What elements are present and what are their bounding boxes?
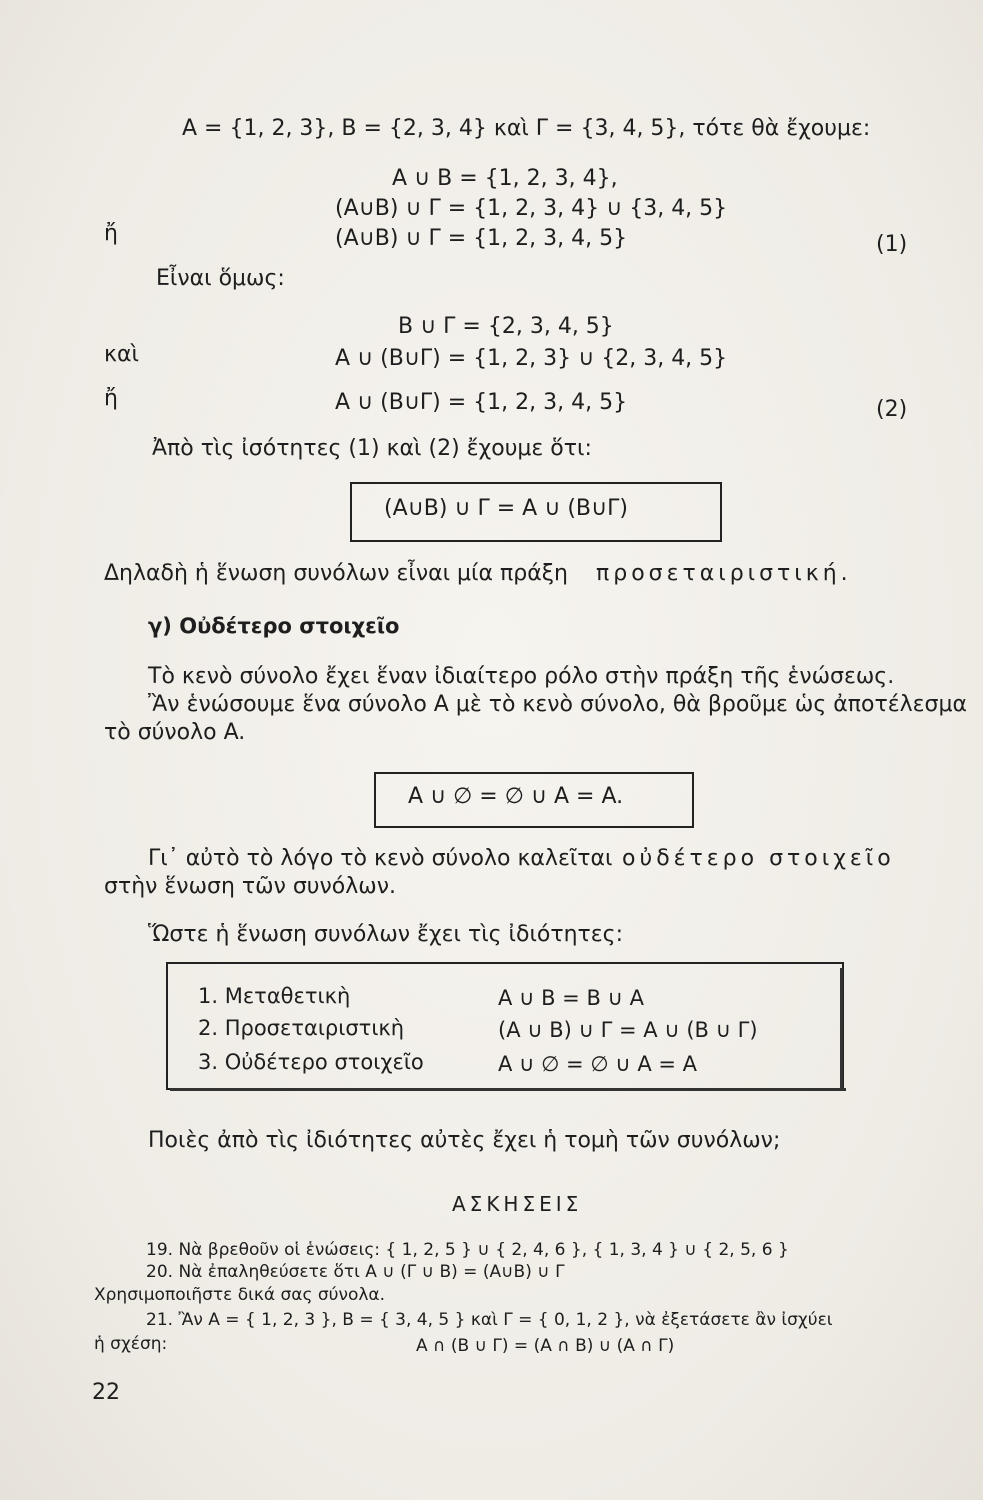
neutral-paragraph-2b: τὸ σύνολο A. [104,720,246,745]
exercise-21-relation: A ∩ (B ∪ Γ) = (A ∩ B) ∪ (A ∩ Γ) [416,1336,675,1356]
word-and: καὶ [104,342,139,367]
equation-union-ab: A ∪ B = {1, 2, 3, 4}, [392,166,618,191]
equation-tag-2: (2) [876,397,908,422]
neutral-paragraph-1: Τὸ κενὸ σύνολο ἔχει ἕναν ἰδιαίτερο ρόλο στὴν πράξη τῆς ἑνώσεως. [148,664,895,689]
from-equalities-text: Ἀπὸ τὶς ἰσότητες (1) καὶ (2) ἔχουμε ὅτι: [152,436,592,461]
page-number: 22 [92,1380,120,1405]
associative-term: προσεταιριστική. [596,561,852,586]
equation-tag-1: (1) [876,232,908,257]
neutral-paragraph-3a: Γι᾿ αὐτὸ τὸ λόγο τὸ κενὸ σύνολο καλεῖται [148,846,613,871]
exercise-20: 20. Νὰ ἐπαληθεύσετε ὅτι A ∪ (Γ ∪ B) = (A∪B) ∪ Γ [146,1262,565,1282]
property-formula-commutative: A ∪ B = B ∪ A [498,986,644,1010]
property-name-commutative: 1. Μεταθετικὴ [198,984,351,1008]
equation-union-bg: B ∪ Γ = {2, 3, 4, 5} [398,314,614,339]
equation-union-a-bg-result: A ∪ (B∪Γ) = {1, 2, 3, 4, 5} [335,390,628,415]
property-formula-associative: (A ∪ B) ∪ Γ = A ∪ (B ∪ Γ) [498,1018,758,1042]
property-name-associative: 2. Προσεταιριστικὴ [198,1016,405,1040]
section-heading-neutral: γ) Οὐδέτερο στοιχεῖο [148,614,400,638]
intro-line: A = {1, 2, 3}, B = {2, 3, 4} καὶ Γ = {3, 4, 5}, τότε θὰ ἔχουμε: [182,116,871,141]
associative-formula: (A∪B) ∪ Γ = A ∪ (B∪Γ) [384,496,628,521]
neutral-term: οὐδέτερο στοιχεῖο [622,846,895,871]
neutral-paragraph-2a: Ἂν ἑνώσουμε ἕνα σύνολο A μὲ τὸ κενὸ σύνολο, θὰ βροῦμε ὡς ἀποτέλεσμα [148,692,967,717]
but-label: Εἶναι ὅμως: [156,266,285,291]
exercises-title: ΑΣΚΗΣΕΙΣ [452,1192,583,1216]
exercise-20-note: Χρησιμοποιῆστε δικά σας σύνολα. [94,1285,386,1305]
exercise-21: 21. Ἂν A = { 1, 2, 3 }, B = { 3, 4, 5 } καὶ Γ = { 0, 1, 2 }, νὰ ἐξετάσετε ἂν ἰσχύει [146,1310,833,1330]
summary-intro: Ὥστε ἡ ἕνωση συνόλων ἔχει τὶς ἰδιότητες: [148,922,624,947]
neutral-paragraph-3b: στὴν ἕνωση τῶν συνόλων. [104,874,396,899]
property-name-neutral: 3. Οὐδέτερο στοιχεῖο [198,1050,424,1074]
associative-conclusion: Δηλαδὴ ἡ ἕνωση συνόλων εἶναι μία πράξη [104,561,568,586]
equation-union-ab-g-result: (A∪B) ∪ Γ = {1, 2, 3, 4, 5} [335,226,628,251]
equation-union-ab-g-expanded: (A∪B) ∪ Γ = {1, 2, 3, 4} ∪ {3, 4, 5} [335,196,728,221]
neutral-element-formula: A ∪ ∅ = ∅ ∪ A = A. [408,784,624,809]
question-text: Ποιὲς ἀπὸ τὶς ἰδιότητες αὐτὲς ἔχει ἡ τομὴ τῶν συνόλων; [148,1128,781,1153]
exercise-19: 19. Νὰ βρεθοῦν οἱ ἑνώσεις: { 1, 2, 5 } ∪ { 2, 4, 6 }, { 1, 3, 4 } ∪ { 2, 5, 6 } [146,1240,789,1260]
word-or-2: ἤ [104,386,118,411]
exercise-21-relation-label: ἡ σχέση: [94,1334,168,1354]
equation-union-a-bg-expanded: A ∪ (B∪Γ) = {1, 2, 3} ∪ {2, 3, 4, 5} [335,346,728,371]
property-formula-neutral: A ∪ ∅ = ∅ ∪ A = A [498,1052,698,1076]
word-or: ἤ [104,221,118,246]
